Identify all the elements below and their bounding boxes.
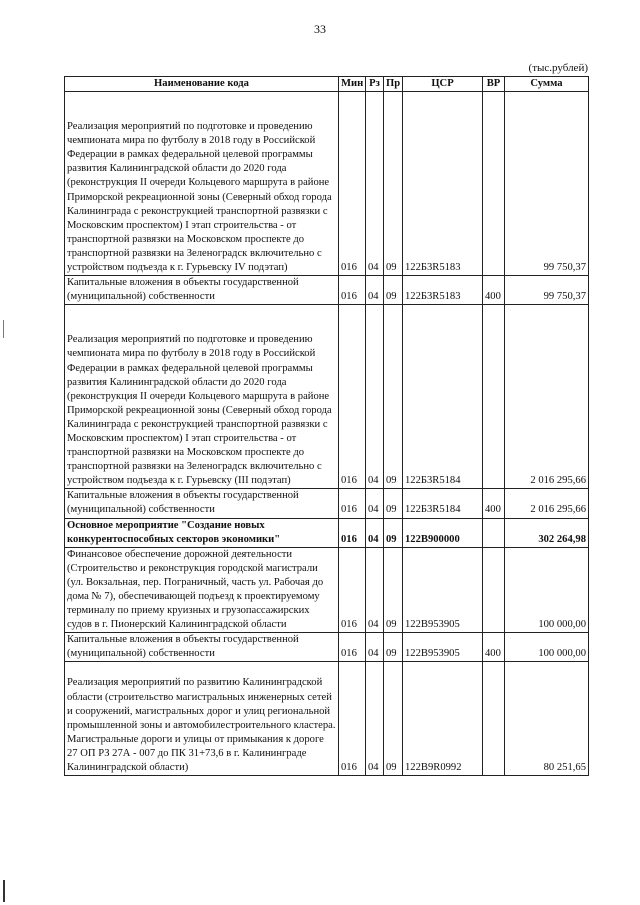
header-rz: Рз (366, 77, 384, 92)
scan-mark (3, 880, 5, 902)
header-sum: Сумма (505, 77, 589, 92)
row-rz: 04 (366, 633, 384, 662)
header-name: Наименование кода (65, 77, 339, 92)
row-rz: 04 (366, 518, 384, 547)
row-csr: 122Б3R5183 (403, 92, 483, 276)
header-pr: Пр (384, 77, 403, 92)
row-vr (483, 662, 505, 776)
header-vr: ВР (483, 77, 505, 92)
row-sum: 2 016 295,66 (505, 489, 589, 518)
row-name-cell (65, 92, 339, 276)
row-min: 016 (339, 518, 366, 547)
row-name: Реализация мероприятий по подготовке и проведению чемпионата мира по футболу в 2018 году в Российской Федерации в рамках федеральной целевой программы развития Калининградской области до 2020 года (реконструкция II очереди Кольцевого маршрута в районе Приморской рекреационной зоны (Северный обход города Калининграда с реконструкцией транспортной развязки с Московским проспектом) I этап строительства - от транспортной развязки на Московском проспекте до транспортной развязки на Зеленоградск включительно с устройством подъезда к г. Гурьевску (III подэтап) (67, 334, 332, 487)
row-rz: 04 (366, 276, 384, 305)
row-min: 016 (339, 305, 366, 489)
row-name-cell (65, 305, 339, 489)
row-vr: 400 (483, 633, 505, 662)
row-csr: 122Б3R5184 (403, 489, 483, 518)
row-sum: 2 016 295,66 (505, 305, 589, 489)
row-rz: 04 (366, 489, 384, 518)
row-name: Финансовое обеспечение дорожной деятельности (Строительство и реконструкция городской магистрали (ул. Вокзальная, пер. Пограничный, часть ул. Рабочая до дома № 7), обеспечивающей подъезд к проектируемому терминалу по приему круизных и грузопассажирских судов в г. Пионерский Калининградской области (65, 547, 339, 633)
row-pr: 09 (384, 305, 403, 489)
row-rz: 04 (366, 305, 384, 489)
row-min: 016 (339, 489, 366, 518)
row-vr (483, 92, 505, 276)
row-pr: 09 (384, 92, 403, 276)
row-rz: 04 (366, 662, 384, 776)
row-vr: 400 (483, 489, 505, 518)
row-vr (483, 518, 505, 547)
row-sum: 80 251,65 (505, 662, 589, 776)
row-csr: 122Б3R5183 (403, 276, 483, 305)
budget-table (64, 76, 589, 776)
row-min: 016 (339, 92, 366, 276)
row-rz: 04 (366, 547, 384, 633)
row-csr: 122В953905 (403, 547, 483, 633)
row-csr: 122Б3R5184 (403, 305, 483, 489)
row-min: 016 (339, 633, 366, 662)
row-min: 016 (339, 276, 366, 305)
row-csr: 122В900000 (403, 518, 483, 547)
table-header-row (65, 77, 589, 92)
row-pr: 09 (384, 276, 403, 305)
row-name: Капитальные вложения в объекты государственной (муниципальной) собственности (65, 633, 339, 662)
row-sum: 99 750,37 (505, 92, 589, 276)
row-vr (483, 305, 505, 489)
row-vr: 400 (483, 276, 505, 305)
table-row (65, 547, 589, 633)
row-sum: 100 000,00 (505, 633, 589, 662)
row-pr: 09 (384, 633, 403, 662)
row-sum: 99 750,37 (505, 276, 589, 305)
row-name-cell (65, 662, 339, 776)
table-row (65, 276, 589, 305)
row-csr: 122В953905 (403, 633, 483, 662)
table-row (65, 489, 589, 518)
row-min: 016 (339, 662, 366, 776)
table-row (65, 92, 589, 276)
table-row (65, 305, 589, 489)
row-rz: 04 (366, 92, 384, 276)
row-pr: 09 (384, 662, 403, 776)
row-sum: 100 000,00 (505, 547, 589, 633)
scan-mark (3, 320, 4, 338)
page-number: 33 (314, 22, 326, 36)
row-pr: 09 (384, 489, 403, 518)
table-row (65, 633, 589, 662)
table-row (65, 662, 589, 776)
row-min: 016 (339, 547, 366, 633)
row-pr: 09 (384, 547, 403, 633)
row-csr: 122В9R0992 (403, 662, 483, 776)
header-min: Мин (339, 77, 366, 92)
header-csr: ЦСР (403, 77, 483, 92)
table-row-main-activity (65, 518, 589, 547)
row-vr (483, 547, 505, 633)
row-name: Реализация мероприятий по развитию Калининградской области (строительство магистральных инженерных сетей и сооружений, магистральных дорог и улиц региональной промышленной зоны и автомобилестроительного кластера. Магистральные дороги и улицы от примыкания к дороге 27 ОП РЗ 27А - 007 до ПК 31+73,6 в г. Калининграде Калининградской области) (67, 677, 336, 774)
row-pr: 09 (384, 518, 403, 547)
row-sum: 302 264,98 (505, 518, 589, 547)
row-name: Реализация мероприятий по подготовке и проведению чемпионата мира по футболу в 2018 году в Российской Федерации в рамках федеральной целевой программы развития Калининградской области до 2020 года (реконструкция II очереди Кольцевого маршрута в районе Приморской рекреационной зоны (Северный обход города Калининграда с реконструкцией транспортной развязки с Московским проспектом) I этап строительства - от транспортной развязки на Московском проспекте до транспортной развязки на Зеленоградск включительно с устройством подъезда к г. Гурьевску IV подэтап) (67, 121, 332, 274)
units-label: (тыс.рублей) (528, 62, 588, 74)
row-name: Капитальные вложения в объекты государственной (муниципальной) собственности (65, 276, 339, 305)
row-name: Капитальные вложения в объекты государственной (муниципальной) собственности (65, 489, 339, 518)
row-name: Основное мероприятие "Создание новых конкурентоспособных секторов экономики" (65, 518, 339, 547)
